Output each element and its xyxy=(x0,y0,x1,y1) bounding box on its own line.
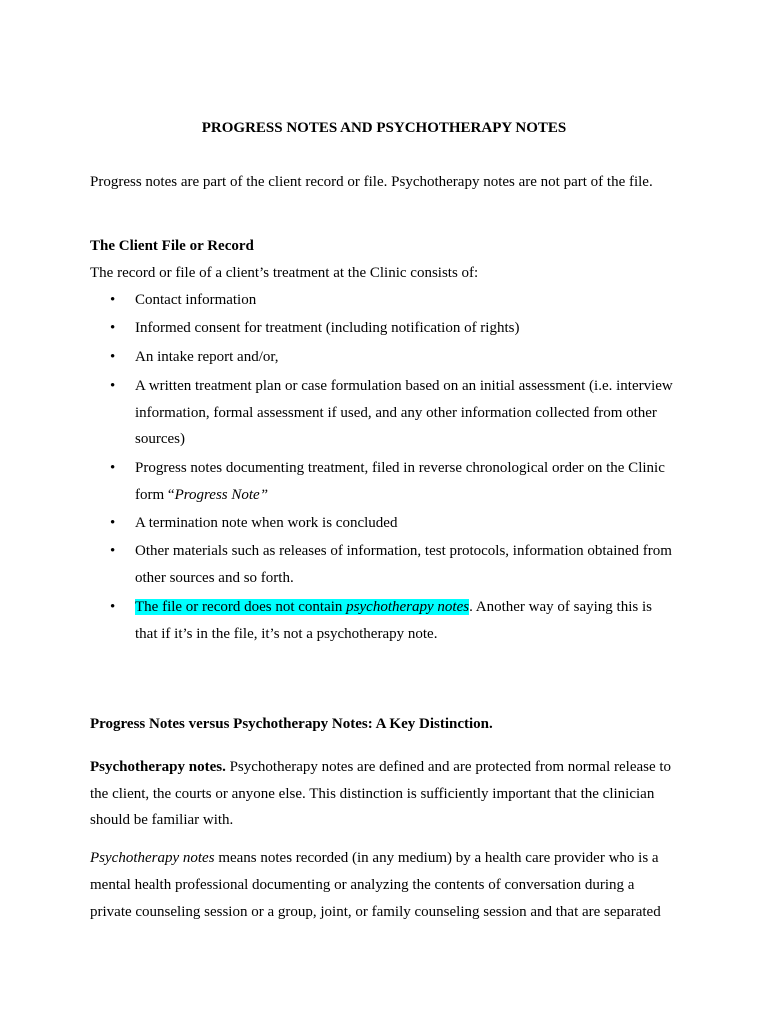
list-item: Progress notes documenting treatment, filed in reverse chronological order on the Clinic xyxy=(135,460,665,476)
bullet-glyph: • xyxy=(110,292,116,308)
paragraph-line xyxy=(90,758,671,776)
term-bold: Psychotherapy notes. xyxy=(90,759,226,775)
section-heading-client-file: The Client File or Record xyxy=(90,238,254,254)
list-item: Other materials such as releases of information, test protocols, information obtained from xyxy=(135,543,672,559)
highlight-prefix: The file or record does not contain xyxy=(135,599,347,615)
paragraph-text: Psychotherapy notes are defined and are protected from normal release to xyxy=(225,759,672,775)
bullet-glyph: • xyxy=(110,460,116,476)
paragraph-line: the client, the courts or anyone else. This distinction is sufficiently important that the clinician xyxy=(90,786,655,802)
section-heading-distinction: Progress Notes versus Psychotherapy Notes: A Key Distinction. xyxy=(90,716,493,732)
paragraph-line xyxy=(90,849,659,867)
list-item xyxy=(135,598,652,616)
highlight-emphasis: psychotherapy notes xyxy=(346,599,470,615)
bullet-glyph: • xyxy=(110,349,116,365)
bullet-glyph: • xyxy=(110,378,116,394)
list-item: Contact information xyxy=(135,292,257,308)
form-label-prefix: form “ xyxy=(135,487,175,503)
section-lead: The record or file of a client’s treatment at the Clinic consists of: xyxy=(90,265,479,281)
list-item: A termination note when work is concluded xyxy=(135,515,398,531)
list-item: An intake report and/or, xyxy=(135,349,279,365)
list-item-continuation: sources) xyxy=(135,431,185,447)
paragraph-line: should be familiar with. xyxy=(90,812,234,828)
bullet-glyph: • xyxy=(110,543,116,559)
bullet-glyph: • xyxy=(110,599,116,615)
highlighted-text xyxy=(135,599,469,615)
document-title: PROGRESS NOTES AND PSYCHOTHERAPY NOTES xyxy=(201,120,567,136)
list-item-continuation xyxy=(135,486,268,504)
list-item: A written treatment plan or case formulation based on an initial assessment (i.e. interview xyxy=(135,378,673,394)
bullet-glyph: • xyxy=(110,320,116,336)
list-item: Informed consent for treatment (including notification of rights) xyxy=(135,320,520,336)
term-italic: Psychotherapy notes xyxy=(90,850,215,866)
list-item-continuation: information, formal assessment if used, and any other information collected from other xyxy=(135,405,657,421)
highlight-suffix: . Another way of saying this is xyxy=(469,599,652,615)
list-item-continuation: that if it’s in the file, it’s not a psychotherapy note. xyxy=(135,626,438,642)
list-item-continuation: other sources and so forth. xyxy=(135,570,294,586)
paragraph-line: mental health professional documenting or analyzing the contents of conversation during a xyxy=(90,877,635,893)
paragraph-line: private counseling session or a group, joint, or family counseling session and that are separated xyxy=(90,904,661,920)
bullet-glyph: • xyxy=(110,515,116,531)
form-name: Progress Note” xyxy=(174,487,269,503)
paragraph-text: means notes recorded (in any medium) by a health care provider who is a xyxy=(214,850,659,866)
intro-paragraph: Progress notes are part of the client record or file. Psychotherapy notes are not part of the file. xyxy=(90,174,653,190)
